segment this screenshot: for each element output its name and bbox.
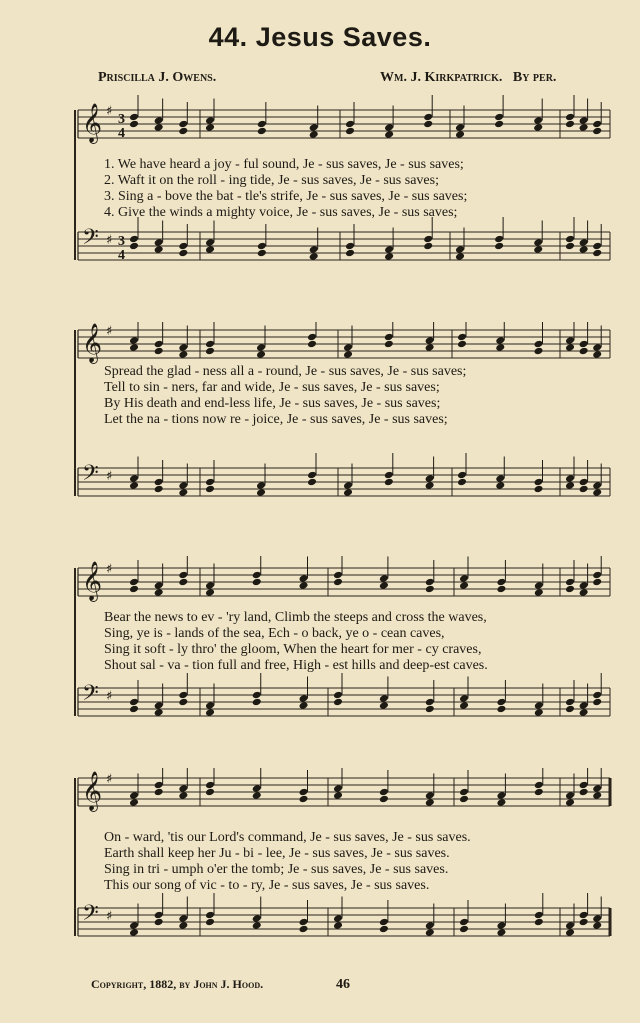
- note-head: [534, 918, 544, 927]
- note-head: [425, 798, 435, 807]
- note-head: [345, 249, 355, 258]
- note-head: [592, 791, 602, 800]
- note-head: [495, 474, 505, 483]
- note-head: [579, 701, 589, 710]
- time-signature-top: 3: [118, 112, 125, 127]
- note-head: [205, 581, 215, 590]
- lyric-line: 1. We have heard a joy - ful sound, Je - sus saves, Je - sus saves;: [104, 157, 464, 172]
- note-head: [592, 698, 602, 707]
- note-head: [154, 485, 164, 494]
- note-head: [307, 478, 317, 487]
- note-head: [565, 585, 575, 594]
- note-head: [425, 578, 435, 587]
- note-head: [533, 123, 543, 132]
- note-head: [257, 242, 267, 251]
- note-head: [565, 705, 575, 714]
- note-head: [565, 481, 575, 490]
- note-head: [205, 347, 215, 356]
- note-head: [154, 478, 164, 487]
- note-head: [257, 127, 267, 136]
- note-head: [154, 116, 164, 125]
- note-head: [534, 588, 544, 597]
- note-head: [205, 781, 215, 790]
- note-head: [579, 485, 589, 494]
- note-head: [579, 581, 589, 590]
- note-head: [592, 691, 602, 700]
- note-head: [592, 343, 602, 352]
- note-head: [379, 574, 389, 583]
- note-head: [457, 471, 467, 480]
- bass-staff: [78, 217, 610, 263]
- note-head: [252, 578, 262, 587]
- note-head: [534, 340, 544, 349]
- lyric-line: 3. Sing a - bove the bat - tle's strife, Je - sus saves, Je - sus saves;: [104, 189, 468, 204]
- note-head: [592, 481, 602, 490]
- note-head: [384, 252, 394, 261]
- note-head: [307, 333, 317, 342]
- note-head: [178, 120, 188, 129]
- note-head: [384, 478, 394, 487]
- note-head: [178, 571, 188, 580]
- note-head: [592, 350, 602, 359]
- note-head: [178, 691, 188, 700]
- note-head: [178, 784, 188, 793]
- note-head: [592, 249, 602, 258]
- note-head: [309, 123, 319, 132]
- note-head: [425, 474, 435, 483]
- note-head: [299, 574, 309, 583]
- note-head: [494, 120, 504, 129]
- note-head: [533, 238, 543, 247]
- note-head: [425, 343, 435, 352]
- lyric-line: Sing, ye is - lands of the sea, Ech - o back, ye o - cean caves,: [104, 626, 445, 641]
- note-head: [129, 798, 139, 807]
- note-head: [205, 245, 215, 254]
- author-credit: Priscilla J. Owens.: [98, 70, 217, 85]
- note-head: [379, 701, 389, 710]
- music-system-1: [70, 92, 618, 282]
- note-head: [457, 340, 467, 349]
- note-head: [459, 788, 469, 797]
- note-head: [205, 238, 215, 247]
- note-head: [423, 242, 433, 251]
- note-head: [565, 474, 575, 483]
- note-head: [252, 784, 262, 793]
- note-head: [154, 245, 164, 254]
- note-head: [205, 911, 215, 920]
- note-head: [496, 791, 506, 800]
- note-head: [495, 481, 505, 490]
- note-head: [299, 788, 309, 797]
- note-head: [205, 485, 215, 494]
- note-head: [384, 333, 394, 342]
- note-head: [154, 581, 164, 590]
- note-head: [129, 336, 139, 345]
- time-signature-bottom: 4: [118, 248, 125, 263]
- note-head: [579, 911, 589, 920]
- note-head: [533, 245, 543, 254]
- copyright-notice: Copyright, 1882, by John J. Hood.: [91, 977, 264, 991]
- note-head: [579, 347, 589, 356]
- note-head: [425, 336, 435, 345]
- note-head: [205, 340, 215, 349]
- note-head: [252, 691, 262, 700]
- note-head: [579, 116, 589, 125]
- sharp-icon: ♯: [106, 909, 113, 924]
- note-head: [565, 242, 575, 251]
- note-head: [129, 791, 139, 800]
- note-head: [534, 701, 544, 710]
- note-head: [534, 485, 544, 494]
- note-head: [565, 921, 575, 930]
- note-head: [457, 333, 467, 342]
- sharp-icon: ♯: [106, 104, 113, 119]
- note-head: [592, 120, 602, 129]
- note-head: [496, 921, 506, 930]
- note-head: [178, 791, 188, 800]
- note-head: [129, 698, 139, 707]
- note-head: [154, 918, 164, 927]
- note-head: [309, 130, 319, 139]
- note-head: [592, 571, 602, 580]
- lyric-line: Sing in tri - umph o'er the tomb; Je - sus saves, Je - sus saves.: [104, 862, 449, 877]
- sharp-icon: ♯: [106, 469, 113, 484]
- note-head: [129, 585, 139, 594]
- page-number: 46: [336, 977, 350, 992]
- music-system-3: [70, 556, 618, 746]
- note-head: [154, 911, 164, 920]
- note-head: [154, 708, 164, 717]
- note-head: [154, 781, 164, 790]
- note-head: [154, 123, 164, 132]
- lyric-line: 4. Give the winds a mighty voice, Je - sus saves, Je - sus saves;: [104, 205, 458, 220]
- note-head: [496, 585, 506, 594]
- lyric-line: Sing it soft - ly thro' the gloom, When the heart for mer - cy craves,: [104, 642, 482, 657]
- note-head: [455, 245, 465, 254]
- lyric-line: Let the na - tions now re - joice, Je - sus saves, Je - sus saves;: [104, 412, 448, 427]
- note-head: [379, 795, 389, 804]
- note-head: [565, 928, 575, 937]
- lyric-line: 2. Waft it on the roll - ing tide, Je - sus saves, Je - sus saves;: [104, 173, 439, 188]
- note-head: [333, 921, 343, 930]
- note-head: [299, 795, 309, 804]
- note-head: [205, 701, 215, 710]
- note-head: [384, 471, 394, 480]
- note-head: [299, 694, 309, 703]
- lyric-line: By His death and end-less life, Je - sus saves, Je - sus saves;: [104, 396, 441, 411]
- note-head: [592, 488, 602, 497]
- note-head: [178, 698, 188, 707]
- note-head: [178, 488, 188, 497]
- time-signature-bottom: 4: [118, 126, 125, 141]
- note-head: [299, 925, 309, 934]
- note-head: [494, 242, 504, 251]
- note-head: [455, 130, 465, 139]
- note-head: [129, 235, 139, 244]
- note-head: [425, 928, 435, 937]
- note-head: [154, 788, 164, 797]
- note-head: [459, 925, 469, 934]
- note-head: [154, 238, 164, 247]
- note-head: [579, 918, 589, 927]
- note-head: [496, 705, 506, 714]
- bass-staff: [78, 453, 610, 497]
- note-head: [579, 781, 589, 790]
- note-head: [309, 252, 319, 261]
- note-head: [205, 116, 215, 125]
- note-head: [129, 578, 139, 587]
- note-head: [333, 571, 343, 580]
- note-head: [384, 340, 394, 349]
- note-head: [534, 781, 544, 790]
- bass-clef-icon: 𝄢: [82, 901, 99, 931]
- note-head: [565, 120, 575, 129]
- bass-clef-icon: 𝄢: [82, 681, 99, 711]
- note-head: [494, 113, 504, 122]
- note-head: [379, 918, 389, 927]
- note-head: [423, 235, 433, 244]
- treble-clef-icon: 𝄞: [82, 771, 103, 811]
- treble-clef-icon: 𝄞: [82, 103, 103, 143]
- note-head: [129, 343, 139, 352]
- note-head: [459, 701, 469, 710]
- bass-staff: [78, 673, 610, 717]
- note-head: [425, 585, 435, 594]
- note-head: [178, 350, 188, 359]
- note-head: [343, 488, 353, 497]
- note-head: [579, 788, 589, 797]
- bass-clef-icon: 𝄢: [82, 461, 99, 491]
- note-head: [205, 478, 215, 487]
- sharp-icon: ♯: [106, 562, 113, 577]
- note-head: [345, 120, 355, 129]
- note-head: [379, 581, 389, 590]
- note-head: [252, 921, 262, 930]
- lyric-line: Bear the news to ev - 'ry land, Climb the steeps and cross the waves,: [104, 610, 487, 625]
- music-system-2: [70, 322, 618, 512]
- note-head: [129, 928, 139, 937]
- note-head: [333, 791, 343, 800]
- note-head: [592, 578, 602, 587]
- note-head: [129, 113, 139, 122]
- note-head: [592, 242, 602, 251]
- note-head: [205, 918, 215, 927]
- note-head: [384, 245, 394, 254]
- music-system-4: [70, 768, 618, 958]
- note-head: [496, 578, 506, 587]
- note-head: [154, 340, 164, 349]
- hymn-number: 44.: [208, 22, 248, 52]
- note-head: [423, 113, 433, 122]
- note-head: [425, 698, 435, 707]
- note-head: [299, 701, 309, 710]
- note-head: [379, 925, 389, 934]
- note-head: [178, 914, 188, 923]
- note-head: [252, 571, 262, 580]
- note-head: [423, 120, 433, 129]
- note-head: [565, 113, 575, 122]
- note-head: [333, 691, 343, 700]
- note-head: [459, 918, 469, 927]
- note-head: [579, 478, 589, 487]
- note-head: [579, 123, 589, 132]
- treble-clef-icon: 𝄞: [82, 323, 103, 363]
- lyric-line: Spread the glad - ness all a - round, Je - sus saves, Je - sus saves;: [104, 364, 467, 379]
- note-head: [257, 120, 267, 129]
- note-head: [579, 245, 589, 254]
- note-head: [333, 784, 343, 793]
- note-head: [345, 127, 355, 136]
- lyric-line: This our song of vic - to - ry, Je - sus saves, Je - sus saves.: [104, 878, 430, 893]
- note-head: [154, 347, 164, 356]
- note-head: [129, 705, 139, 714]
- sharp-icon: ♯: [106, 689, 113, 704]
- note-head: [343, 350, 353, 359]
- treble-clef-icon: 𝄞: [82, 561, 103, 601]
- note-head: [579, 340, 589, 349]
- note-head: [205, 788, 215, 797]
- note-head: [459, 795, 469, 804]
- note-head: [533, 116, 543, 125]
- note-head: [455, 252, 465, 261]
- note-head: [178, 242, 188, 251]
- note-head: [154, 588, 164, 597]
- note-head: [205, 588, 215, 597]
- note-head: [459, 694, 469, 703]
- note-head: [129, 481, 139, 490]
- note-head: [592, 784, 602, 793]
- note-head: [256, 350, 266, 359]
- note-head: [534, 581, 544, 590]
- bass-staff: [78, 893, 610, 937]
- note-head: [565, 698, 575, 707]
- note-head: [129, 921, 139, 930]
- note-head: [205, 708, 215, 717]
- sharp-icon: ♯: [106, 233, 113, 248]
- note-head: [534, 478, 544, 487]
- note-head: [565, 798, 575, 807]
- note-head: [457, 478, 467, 487]
- lyric-line: Earth shall keep her Ju - bi - lee, Je - sus saves, Je - sus saves.: [104, 846, 450, 861]
- note-head: [257, 249, 267, 258]
- treble-staff: [78, 322, 610, 364]
- note-head: [455, 123, 465, 132]
- note-head: [592, 921, 602, 930]
- bass-clef-icon: 𝄢: [82, 225, 99, 255]
- note-head: [534, 911, 544, 920]
- note-head: [425, 481, 435, 490]
- note-head: [592, 914, 602, 923]
- lyric-line: Tell to sin - ners, far and wide, Je - sus saves, Je - sus saves;: [104, 380, 440, 395]
- note-head: [256, 343, 266, 352]
- note-head: [154, 701, 164, 710]
- note-head: [579, 708, 589, 717]
- note-head: [565, 235, 575, 244]
- sharp-icon: ♯: [106, 324, 113, 339]
- note-head: [129, 474, 139, 483]
- note-head: [496, 798, 506, 807]
- note-head: [459, 574, 469, 583]
- note-head: [379, 694, 389, 703]
- note-head: [496, 928, 506, 937]
- note-head: [178, 921, 188, 930]
- note-head: [252, 914, 262, 923]
- note-head: [496, 698, 506, 707]
- note-head: [178, 578, 188, 587]
- note-head: [425, 791, 435, 800]
- note-head: [178, 127, 188, 136]
- note-head: [534, 708, 544, 717]
- note-head: [129, 120, 139, 129]
- treble-staff: [78, 95, 610, 144]
- note-head: [495, 343, 505, 352]
- note-head: [379, 788, 389, 797]
- note-head: [309, 245, 319, 254]
- note-head: [425, 921, 435, 930]
- note-head: [178, 481, 188, 490]
- note-head: [565, 336, 575, 345]
- note-head: [384, 123, 394, 132]
- note-head: [425, 705, 435, 714]
- note-head: [178, 343, 188, 352]
- note-head: [384, 130, 394, 139]
- note-head: [333, 914, 343, 923]
- note-head: [307, 471, 317, 480]
- note-head: [299, 581, 309, 590]
- note-head: [343, 481, 353, 490]
- note-head: [494, 235, 504, 244]
- note-head: [178, 249, 188, 258]
- note-head: [129, 242, 139, 251]
- treble-staff: [78, 556, 610, 602]
- time-signature-top: 3: [118, 234, 125, 249]
- note-head: [592, 127, 602, 136]
- note-head: [534, 788, 544, 797]
- note-head: [256, 481, 266, 490]
- note-head: [565, 791, 575, 800]
- note-head: [345, 242, 355, 251]
- composer-credit: [380, 70, 556, 86]
- note-head: [343, 343, 353, 352]
- lyric-line: Shout sal - va - tion full and free, High - est hills and deep-est caves.: [104, 658, 488, 673]
- hymn-title-line: [0, 22, 640, 53]
- note-head: [307, 340, 317, 349]
- note-head: [252, 791, 262, 800]
- note-head: [205, 123, 215, 132]
- note-head: [333, 578, 343, 587]
- note-head: [565, 578, 575, 587]
- lyric-line: On - ward, 'tis our Lord's command, Je - sus saves, Je - sus saves.: [104, 830, 471, 845]
- note-head: [565, 343, 575, 352]
- hymn-title: Jesus Saves.: [255, 22, 432, 52]
- note-head: [333, 698, 343, 707]
- note-head: [256, 488, 266, 497]
- note-head: [534, 347, 544, 356]
- note-head: [252, 698, 262, 707]
- note-head: [299, 918, 309, 927]
- treble-staff: [78, 768, 610, 812]
- note-head: [459, 581, 469, 590]
- composer-name: Wm. J. Kirkpatrick.: [380, 70, 503, 85]
- note-head: [579, 588, 589, 597]
- note-head: [495, 336, 505, 345]
- sharp-icon: ♯: [106, 772, 113, 787]
- note-head: [579, 238, 589, 247]
- permission-note: By per.: [512, 70, 557, 85]
